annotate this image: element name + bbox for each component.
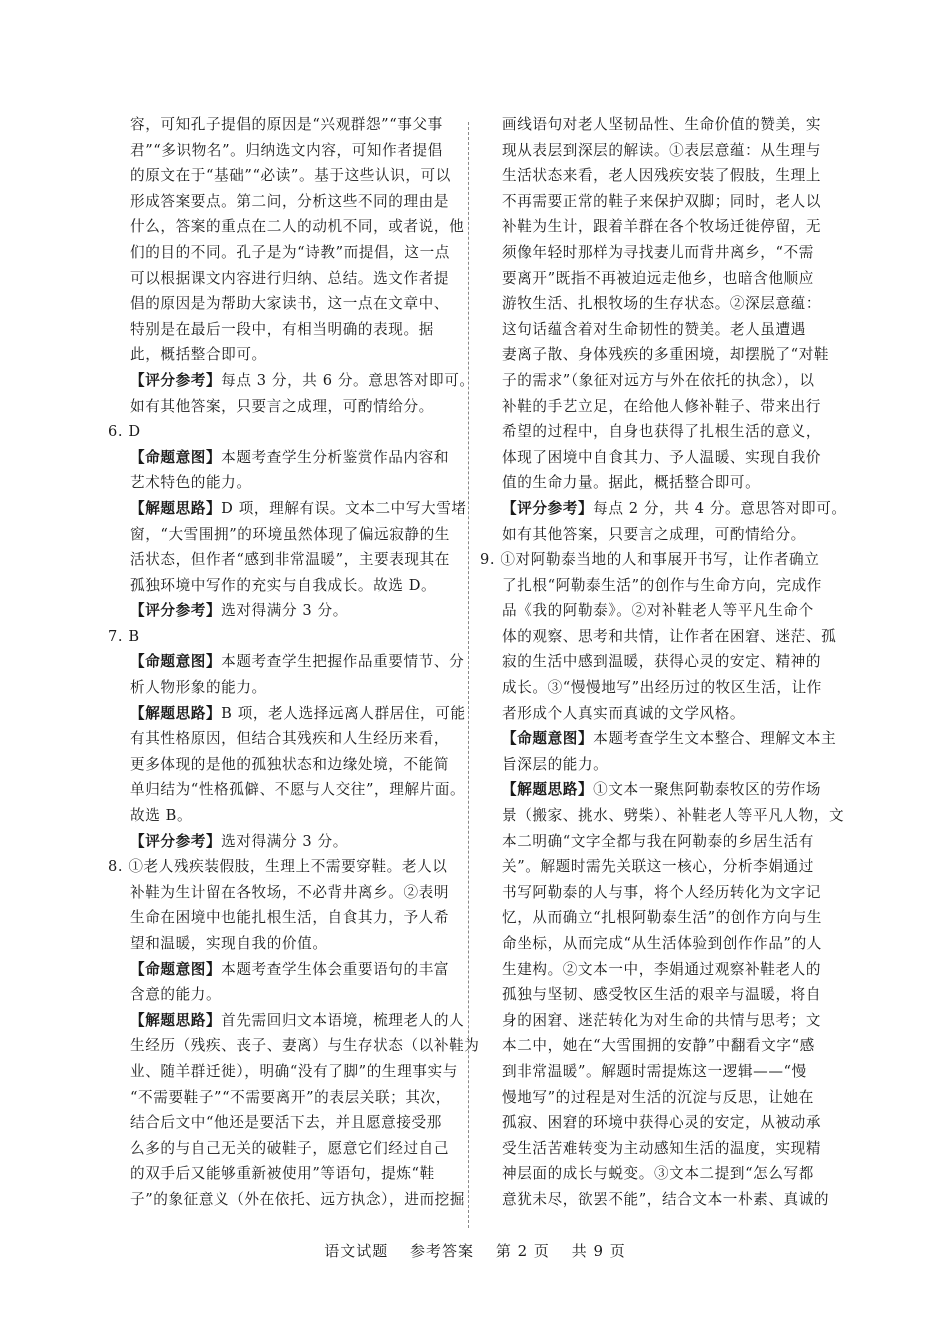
text-line bbox=[480, 163, 840, 189]
line-text: 生活状态来看，老人因残疾安装了假肢，生理上 bbox=[502, 167, 822, 185]
line-text: 每点 2 分，共 4 分。意思答对即可。 bbox=[593, 499, 847, 517]
text-line bbox=[108, 957, 468, 983]
text-line bbox=[480, 1187, 840, 1213]
text-line bbox=[480, 982, 840, 1008]
text-line bbox=[108, 1059, 468, 1085]
text-line bbox=[480, 1136, 840, 1162]
line-text: 不再需要正常的鞋子来保护双脚；同时，老人以 bbox=[502, 192, 822, 210]
line-text: 忆，从而确立“扎根阿勒泰生活”的创作方向与生 bbox=[502, 909, 822, 927]
line-text: 析人物形象的能力。 bbox=[130, 679, 267, 697]
section-tag: 【解题思路】 bbox=[130, 499, 222, 517]
line-text: 本二明确“文字全都与我在阿勒泰的乡居生活有 bbox=[502, 832, 814, 850]
text-line bbox=[108, 752, 468, 778]
line-text: 补鞋为生计留在各牧场，不必背井离乡。②表明 bbox=[130, 883, 450, 901]
text-line bbox=[480, 547, 840, 573]
line-text: 孤独与坚韧、感受牧区生活的艰辛与温暖，将自 bbox=[502, 986, 822, 1004]
text-line bbox=[108, 598, 468, 624]
text-line bbox=[480, 496, 847, 522]
text-line bbox=[480, 342, 840, 368]
line-text: 了扎根“阿勒泰生活”的创作与生命方向，完成作 bbox=[502, 576, 822, 594]
line-text: 本题考查学生文本整合、理解文本主 bbox=[593, 730, 837, 748]
section-tag: 【解题思路】 bbox=[130, 704, 222, 722]
line-text: 本题考查学生把握作品重要情节、分 bbox=[221, 653, 465, 671]
text-line bbox=[108, 266, 468, 292]
line-text: 9. ①对阿勒泰当地的人和事展开书写，让作者确立 bbox=[480, 551, 820, 569]
line-text: 首先需回归文本语境，梳理老人的人 bbox=[221, 1011, 465, 1029]
text-line bbox=[108, 368, 475, 394]
section-tag: 【评分参考】 bbox=[130, 371, 222, 389]
section-tag: 【命题意图】 bbox=[130, 448, 222, 466]
line-text: 值的生命力量。据此，概括整合即可。 bbox=[502, 474, 761, 492]
text-line bbox=[480, 957, 840, 983]
line-text: 书写阿勒泰的人与事，将个人经历转化为文字记 bbox=[502, 883, 822, 901]
line-text: 8. ①老人残疾装假肢，生理上不需要穿鞋。老人以 bbox=[108, 858, 448, 876]
text-line bbox=[480, 1059, 840, 1085]
text-line bbox=[108, 931, 468, 957]
line-text: 每点 3 分，共 6 分。意思答对即可。 bbox=[221, 371, 475, 389]
line-text: 6. D bbox=[108, 423, 141, 441]
text-line bbox=[480, 803, 845, 829]
line-text: 补鞋的手艺立足，在给他人修补鞋子、带来出行 bbox=[502, 397, 822, 415]
text-line bbox=[108, 777, 468, 803]
line-text: 特别是在最后一段中，有相当明确的表现。据 bbox=[130, 320, 434, 338]
line-text: 补鞋为生计，跟着羊群在各个牧场迁徙停留，无 bbox=[502, 218, 822, 236]
line-text: 希望的过程中，自身也获得了扎根生活的意义， bbox=[502, 423, 822, 441]
text-line bbox=[108, 547, 468, 573]
text-line bbox=[480, 470, 840, 496]
footer-page: 第 2 页 bbox=[495, 1242, 550, 1260]
text-line bbox=[108, 394, 468, 420]
line-text: 故选 B。 bbox=[130, 807, 193, 825]
line-text: 结合后文中“他还是要活下去，并且愿意接受那 bbox=[130, 1114, 442, 1132]
line-text: 子的需求”（象征对远方与外在依托的执念），以 bbox=[502, 371, 815, 389]
line-text: 有其性格原因，但结合其残疾和人生经历来看， bbox=[130, 730, 450, 748]
left-column bbox=[108, 112, 480, 1213]
section-tag: 【命题意图】 bbox=[502, 730, 594, 748]
line-text: 生经历（残疾、丧子、妻离）与生存状态（以补鞋为 bbox=[130, 1037, 480, 1055]
text-line bbox=[480, 1161, 840, 1187]
line-text: 倡的原因是为帮助大家读书，这一点在文章中、 bbox=[130, 295, 450, 313]
text-line bbox=[480, 214, 840, 240]
text-line bbox=[480, 624, 840, 650]
text-line bbox=[480, 1033, 840, 1059]
line-text: 什么，答案的重点在二人的动机不同，或者说，他 bbox=[130, 218, 465, 236]
line-text: 形成答案要点。第二问，分析这些不同的理由是 bbox=[130, 192, 450, 210]
text-line bbox=[480, 777, 840, 803]
line-text: 容，可知孔子提倡的原因是“兴观群怨”“事父事 bbox=[130, 116, 443, 133]
text-line bbox=[480, 445, 840, 471]
line-text: D 项，理解有误。文本二中写大雪堵 bbox=[221, 499, 467, 517]
line-text: 的双手后又能够重新被使用”等语句，提炼“鞋 bbox=[130, 1165, 435, 1183]
text-line bbox=[108, 649, 468, 675]
text-line bbox=[480, 905, 840, 931]
section-tag: 【命题意图】 bbox=[130, 960, 222, 978]
line-text: 现从表层到深层的解读。①表层意蕴：从生理与 bbox=[502, 141, 822, 159]
line-text: 意犹未尽，欲罢不能”，结合文本一朴素、真诚的 bbox=[502, 1190, 830, 1208]
line-text: B 项，老人选择远离人群居住，可能 bbox=[221, 704, 466, 722]
text-line bbox=[480, 1085, 840, 1111]
line-text: 望和温暖，实现自我的价值。 bbox=[130, 935, 328, 952]
page-footer bbox=[0, 1240, 950, 1261]
line-text: 体现了困境中自食其力、予人温暖、实现自我价 bbox=[502, 448, 822, 466]
text-line bbox=[480, 291, 840, 317]
line-text: 品《我的阿勒泰》。②对补鞋老人等平凡生命个 bbox=[502, 602, 814, 620]
column-divider bbox=[468, 122, 470, 1228]
text-line bbox=[108, 163, 468, 189]
text-line bbox=[108, 445, 468, 471]
text-line bbox=[480, 112, 840, 138]
text-line bbox=[108, 496, 468, 522]
text-line bbox=[108, 240, 468, 266]
text-line bbox=[108, 1008, 468, 1034]
line-text: “不需要鞋子”“不需要离开”的表层关联；其次， bbox=[130, 1088, 451, 1106]
line-text: ①文本一聚焦阿勒泰牧区的劳作场 bbox=[593, 781, 822, 799]
line-text: 命坐标，从而完成“从生活体验到创作作品”的人 bbox=[502, 935, 822, 952]
line-text: 画线语句对老人坚韧品性、生命价值的赞美，实 bbox=[502, 116, 822, 133]
line-text: 窗，“大雪围拥”的环境虽然体现了偏远寂静的生 bbox=[130, 525, 450, 543]
line-text: 这句话蕴含着对生命韧性的赞美。老人虽遭遇 bbox=[502, 320, 806, 338]
text-line bbox=[108, 342, 468, 368]
text-line bbox=[480, 573, 840, 599]
line-text: 选对得满分 3 分。 bbox=[221, 602, 348, 620]
text-line bbox=[480, 598, 840, 624]
text-line bbox=[108, 829, 468, 855]
line-text: 体的观察、思考和共情，让作者在困窘、迷茫、孤 bbox=[502, 627, 837, 645]
footer-subject: 语文试题 bbox=[324, 1242, 389, 1260]
line-text: 们的目的不同。孔子是为“诗教”而提倡，这一点 bbox=[130, 243, 450, 261]
line-text: 业、随羊群迁徙），明确“没有了脚”的生理事实与 bbox=[130, 1062, 458, 1080]
text-line bbox=[108, 419, 468, 445]
text-line bbox=[108, 317, 468, 343]
line-text: 游牧生活、扎根牧场的生存状态。②深层意蕴： bbox=[502, 295, 822, 313]
text-line bbox=[480, 829, 840, 855]
text-line bbox=[480, 854, 840, 880]
text-line bbox=[108, 291, 468, 317]
line-text: 单归结为“性格孤僻、不愿与人交往”，理解片面。 bbox=[130, 781, 466, 799]
line-text: 妻离子散、身体残疾的多重困境，却摆脱了“对鞋 bbox=[502, 346, 830, 364]
text-line bbox=[108, 701, 468, 727]
line-text: 神层面的成长与蜕变。③文本二提到“怎么写都 bbox=[502, 1165, 814, 1183]
text-line bbox=[480, 317, 840, 343]
text-line bbox=[108, 1085, 468, 1111]
text-line bbox=[108, 138, 468, 164]
text-line bbox=[108, 726, 468, 752]
text-line bbox=[480, 649, 840, 675]
text-line bbox=[480, 726, 840, 752]
line-text: 成长。③“慢慢地写”出经历过的牧区生活，让作 bbox=[502, 679, 822, 697]
line-text: 本二中，她在“大雪围拥的安静”中翻看文字“感 bbox=[502, 1037, 815, 1055]
text-line bbox=[108, 854, 468, 880]
text-line bbox=[480, 752, 840, 778]
text-line bbox=[108, 573, 468, 599]
line-text: 君”“多识物名”。归纳选文内容，可知作者提倡 bbox=[130, 141, 443, 159]
line-text: 的原文在于“基础”“必读”。基于这些认识，可以 bbox=[130, 167, 451, 185]
section-tag: 【解题思路】 bbox=[130, 1011, 222, 1029]
line-text: 子”的象征意义（外在依托、远方执念），进而挖掘 bbox=[130, 1190, 466, 1208]
line-text: 到非常温暖”。解题时需提炼这一逻辑——“慢 bbox=[502, 1062, 807, 1080]
line-text: 慢地写”的过程是对生活的沉淀与反思，让她在 bbox=[502, 1088, 814, 1106]
text-line bbox=[108, 905, 468, 931]
line-text: 要离开”既指不再被迫远走他乡，也暗含他顺应 bbox=[502, 269, 814, 287]
line-text: 生命在困境中也能扎根生活，自食其力，予人希 bbox=[130, 909, 450, 927]
line-text: 关”。解题时需先关联这一核心，分析李娟通过 bbox=[502, 858, 814, 876]
text-line bbox=[108, 982, 468, 1008]
line-text: 寂的生活中感到温暖，获得心灵的安定、精神的 bbox=[502, 653, 822, 671]
text-line bbox=[108, 112, 468, 138]
text-line bbox=[480, 880, 840, 906]
line-text: 此，概括整合即可。 bbox=[130, 346, 267, 364]
text-line bbox=[480, 675, 840, 701]
text-line bbox=[480, 701, 840, 727]
line-text: 含意的能力。 bbox=[130, 986, 222, 1004]
section-tag: 【评分参考】 bbox=[502, 499, 594, 517]
line-text: 身的困窘、迷茫转化为对生命的共情与思考；文 bbox=[502, 1011, 822, 1029]
right-column bbox=[480, 112, 847, 1213]
line-text: 7. B bbox=[108, 627, 140, 645]
text-line bbox=[108, 522, 468, 548]
section-tag: 【评分参考】 bbox=[130, 832, 222, 850]
text-line bbox=[108, 470, 468, 496]
line-text: 如有其他答案，只要言之成理，可酌情给分。 bbox=[502, 525, 806, 543]
line-text: 须像年轻时那样为寻找妻儿而背井离乡，“不需 bbox=[502, 243, 814, 261]
text-line bbox=[480, 189, 840, 215]
footer-label: 参考答案 bbox=[410, 1242, 475, 1260]
line-text: 艺术特色的能力。 bbox=[130, 474, 252, 492]
text-line bbox=[480, 1008, 840, 1034]
section-tag: 【评分参考】 bbox=[130, 602, 222, 620]
text-line bbox=[480, 394, 840, 420]
line-text: 如有其他答案，只要言之成理，可酌情给分。 bbox=[130, 397, 434, 415]
text-line bbox=[480, 240, 840, 266]
text-line bbox=[108, 189, 468, 215]
text-line bbox=[480, 522, 840, 548]
line-text: 本题考查学生体会重要语句的丰富 bbox=[221, 960, 450, 978]
line-text: 孤独环境中写作的充实与自我成长。故选 D。 bbox=[130, 576, 437, 594]
text-line bbox=[108, 1161, 468, 1187]
text-line bbox=[480, 266, 840, 292]
line-text: 者形成个人真实而真诚的文学风格。 bbox=[502, 704, 746, 722]
line-text: 选对得满分 3 分。 bbox=[221, 832, 348, 850]
line-text: 受生活苦难转变为主动感知生活的温度，实现精 bbox=[502, 1139, 822, 1157]
text-line bbox=[108, 880, 468, 906]
text-line bbox=[108, 675, 468, 701]
text-line bbox=[108, 624, 468, 650]
section-tag: 【解题思路】 bbox=[502, 781, 594, 799]
text-line bbox=[108, 1110, 468, 1136]
line-text: 么多的与自己无关的破鞋子，愿意它们经过自己 bbox=[130, 1139, 450, 1157]
text-line bbox=[108, 1187, 468, 1213]
text-line bbox=[108, 214, 468, 240]
line-text: 旨深层的能力。 bbox=[502, 755, 609, 773]
text-line bbox=[480, 931, 840, 957]
line-text: 活状态，但作者“感到非常温暖”，主要表现其在 bbox=[130, 551, 450, 569]
line-text: 可以根据课文内容进行归纳、总结。选文作者提 bbox=[130, 269, 450, 287]
footer-total: 共 9 页 bbox=[571, 1242, 626, 1260]
section-tag: 【命题意图】 bbox=[130, 653, 222, 671]
line-text: 生建构。②文本一中，李娟通过观察补鞋老人的 bbox=[502, 960, 822, 978]
text-line bbox=[108, 1136, 468, 1162]
line-text: 景（搬家、挑水、劈柴）、补鞋老人等平凡人物，文 bbox=[502, 807, 845, 825]
text-line bbox=[480, 1110, 840, 1136]
line-text: 本题考查学生分析鉴赏作品内容和 bbox=[221, 448, 450, 466]
text-line bbox=[480, 138, 840, 164]
line-text: 孤寂、困窘的环境中获得心灵的安定，从被动承 bbox=[502, 1114, 822, 1132]
line-text: 更多体现的是他的孤独状态和边缘处境，不能简 bbox=[130, 755, 450, 773]
text-line bbox=[108, 803, 468, 829]
text-line bbox=[108, 1033, 480, 1059]
text-line bbox=[480, 419, 840, 445]
text-line bbox=[480, 368, 840, 394]
